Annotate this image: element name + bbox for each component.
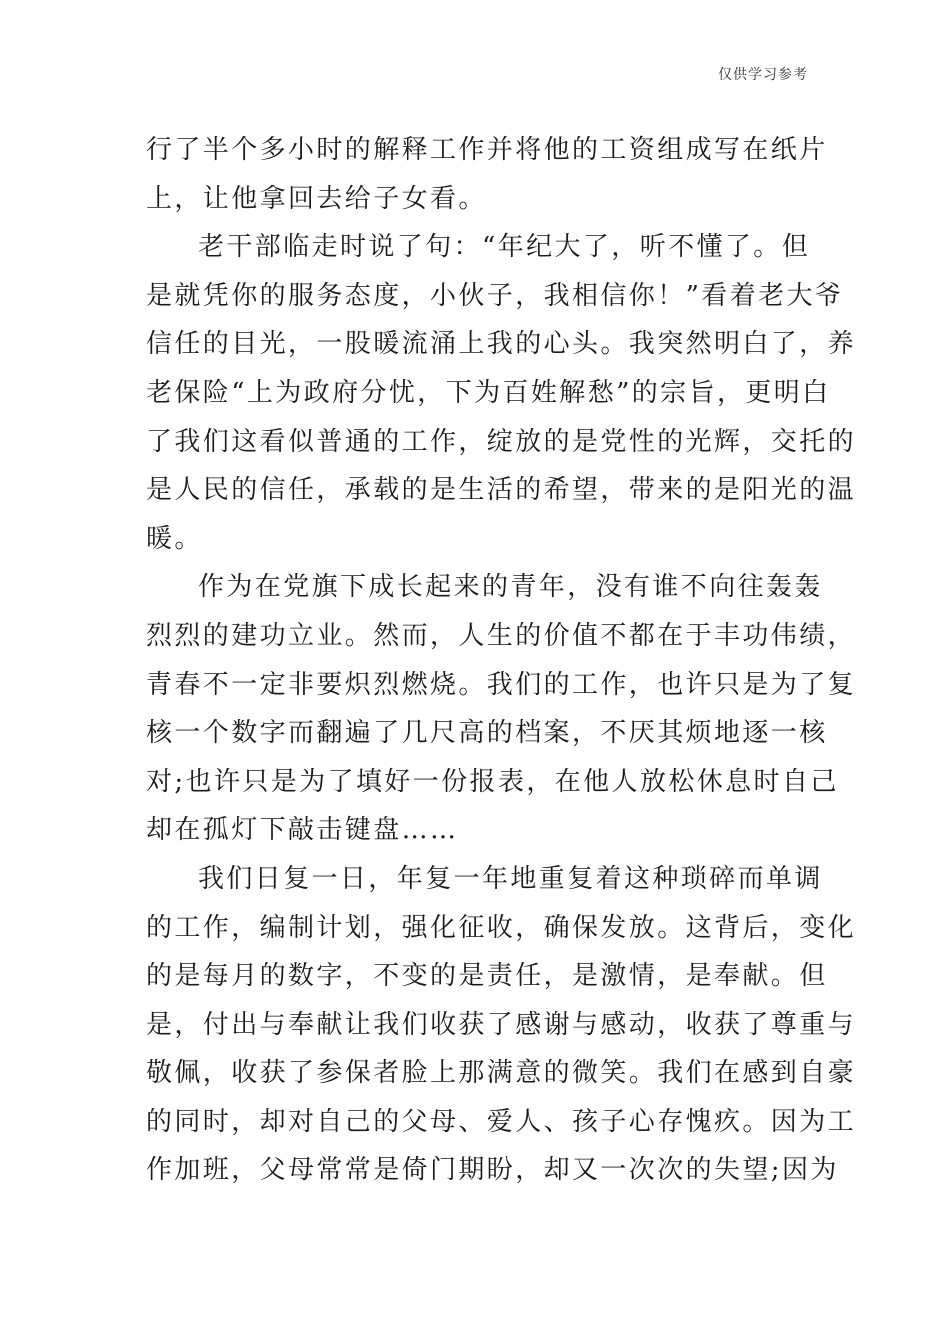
text-line: 老保险“上为政府分忧，下为百姓解愁”的宗旨，更明白: [146, 377, 831, 408]
text-line: 老干部临走时说了句：“年纪大了，听不懂了。但: [198, 232, 811, 263]
paragraph-2: [146, 223, 857, 563]
text-line: 暖。: [146, 523, 203, 554]
text-line: 敬佩，收获了参保者脸上那满意的微笑。我们在感到自豪: [146, 1058, 857, 1089]
text-line: 核一个数字而翻遍了几尺高的档案，不厌其烦地逐一核: [146, 718, 828, 749]
header-note: 仅供学习参考: [718, 67, 808, 83]
text-line: 上，让他拿回去给子女看。: [146, 183, 487, 214]
text-line: 是就凭你的服务态度，小伙子，我相信你！”看着老大爷: [146, 280, 844, 311]
text-line: 了我们这看似普通的工作，绽放的是党性的光辉，交托的: [146, 426, 857, 457]
text-line: 行了半个多小时的解释工作并将他的工资组成写在纸片: [146, 135, 828, 165]
text-line: 信任的目光，一股暖流涌上我的心头。我突然明白了，养: [146, 329, 857, 360]
text-line: 烈烈的建功立业。然而，人生的价值不都在于丰功伟绩，: [146, 620, 857, 651]
text-line: 是人民的信任，承载的是生活的希望，带来的是阳光的温: [146, 475, 857, 506]
text-line: 我们日复一日，年复一年地重复着这种琐碎而单调: [198, 863, 823, 894]
text-line: 的是每月的数字，不变的是责任，是激情，是奉献。但: [146, 961, 828, 992]
text-line: 的同时，却对自己的父母、爱人、孩子心存愧疚。因为工: [146, 1106, 857, 1137]
text-line: 的工作，编制计划，强化征收，确保发放。这背后，变化: [146, 912, 857, 943]
document-body: [146, 126, 857, 1195]
text-line: 对;也许只是为了填好一份报表，在他人放松休息时自己: [146, 766, 839, 797]
text-line: 是，付出与奉献让我们收获了感谢与感动，收获了尊重与: [146, 1009, 857, 1040]
paragraph-1: [146, 126, 828, 223]
text-line: 青春不一定非要炽烈燃烧。我们的工作，也许只是为了复: [146, 669, 857, 700]
text-line: 却在孤灯下敲击键盘……: [146, 815, 459, 846]
text-line: 作加班，父母常常是倚门期盼，却又一次次的失望;因为: [146, 1155, 839, 1186]
text-line: 作为在党旗下成长起来的青年，没有谁不向往轰轰: [198, 572, 823, 603]
paragraph-3: [146, 563, 857, 855]
paragraph-4: [146, 855, 857, 1195]
